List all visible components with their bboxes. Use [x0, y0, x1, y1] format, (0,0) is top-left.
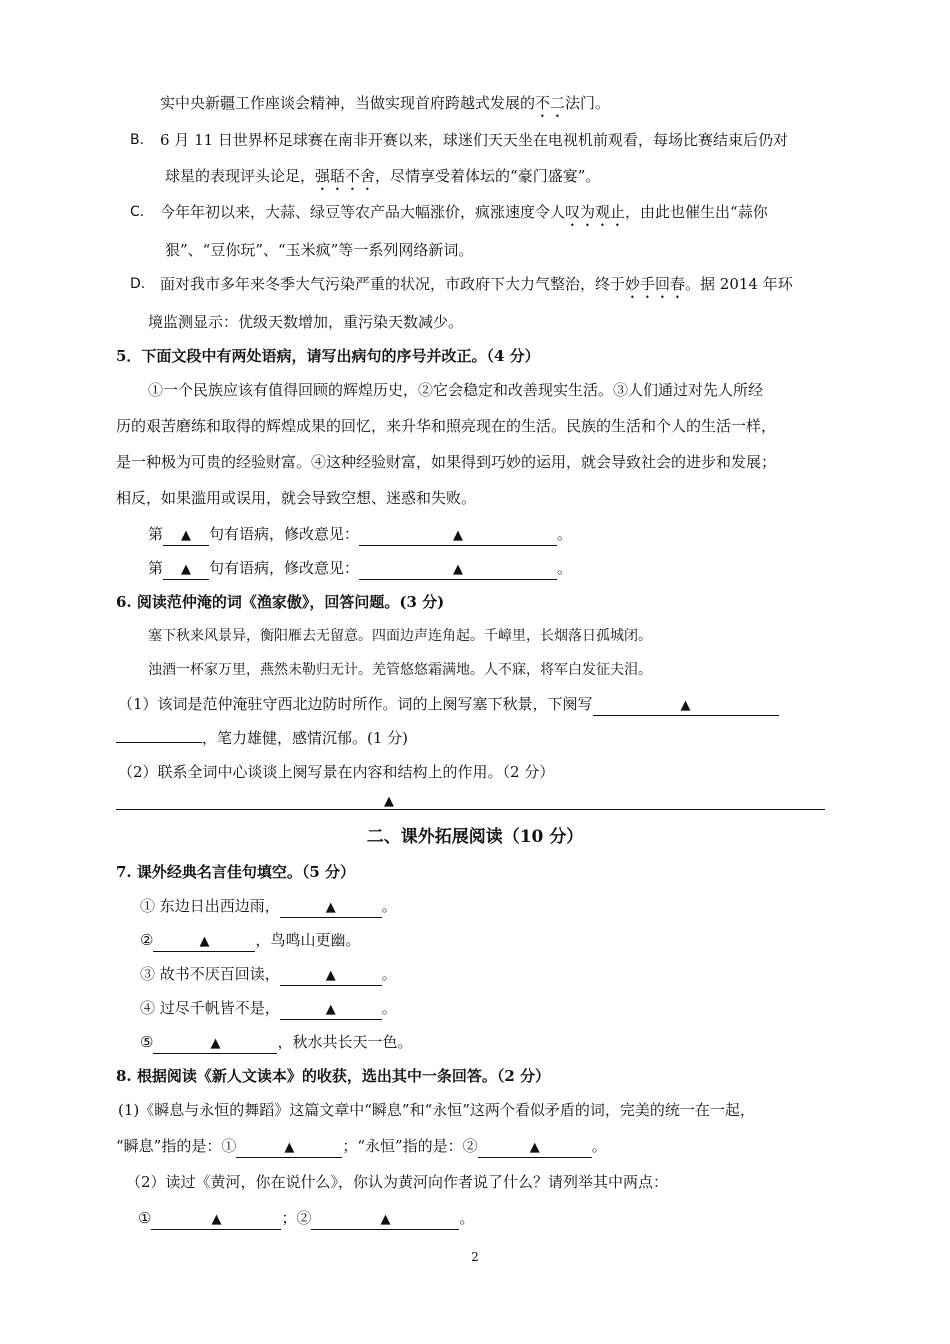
q7-item-5	[140, 1032, 412, 1054]
q6-title: 6. 阅读范仲淹的词《渔家傲》，回答问题。(3 分)	[116, 593, 445, 611]
q4-b-dotted: 强聒不舍	[315, 167, 376, 185]
triangle-marker: ▲	[680, 698, 691, 713]
q5-para-line4: 相反，如果滥用或误用，就会导致空想、迷惑和失败。	[116, 489, 477, 507]
q5-answer-1-revision-blank[interactable]	[359, 525, 557, 546]
q4-a-text-end: 法门。	[565, 94, 611, 112]
q6-answer-line[interactable]	[116, 809, 825, 810]
q7-i4-pre: ④ 过尽千帆皆不是，	[140, 999, 280, 1017]
q7-i1-post: 。	[381, 897, 397, 915]
q8-sub2-blank-2[interactable]	[311, 1209, 459, 1230]
q5-answer-2	[148, 558, 572, 580]
triangle-marker: ▲	[529, 1140, 540, 1155]
q4-c-dotted: 叹为观止	[565, 203, 626, 221]
q5-ans1-mid: 句有语病，修改意见：	[209, 525, 360, 543]
q4-c-label: C.	[130, 204, 145, 220]
q4-c-line1	[160, 202, 768, 230]
q7-i5-pre: ⑤	[140, 1033, 154, 1051]
page-number: 2	[471, 1250, 479, 1264]
q5-answer-2-sentence-blank[interactable]	[163, 559, 209, 580]
q8-s1-a: “瞬息”指的是：①	[116, 1137, 237, 1155]
q4-d-line2: 境监测显示：优级天数增加，重污染天数减少。	[148, 313, 464, 331]
q5-ans2-mid: 句有语病，修改意见：	[209, 559, 360, 577]
q8-sub1-line2	[116, 1136, 607, 1158]
q5-title: 5．下面文段中有两处语病，请写出病句的序号并改正。（4 分）	[116, 347, 540, 365]
triangle-marker: ▲	[211, 1212, 222, 1227]
q4-c-text: 今年年初以来，大蒜、绿豆等农产品大幅涨价，疯涨速度令人	[160, 203, 566, 221]
q7-item-1-blank[interactable]	[280, 897, 382, 918]
triangle-marker: ▲	[210, 1036, 221, 1051]
triangle-marker: ▲	[380, 1212, 391, 1227]
triangle-marker: ▲	[181, 562, 192, 577]
triangle-marker: ▲	[325, 900, 336, 915]
q7-item-5-blank[interactable]	[153, 1033, 277, 1054]
q7-i4-post: 。	[381, 999, 397, 1017]
q6-poem-line2: 浊酒一杯家万里，燕然未勒归无计。羌管悠悠霜满地。人不寐，将军白发征夫泪。	[148, 662, 652, 678]
triangle-marker: ▲	[199, 934, 210, 949]
q7-item-2	[140, 930, 360, 952]
q4-b-text-end: ，尽情享受着体坛的“豪门盛宴”。	[375, 167, 601, 185]
q6-answer-marker: ▲	[384, 794, 394, 809]
q7-i2-pre: ②	[140, 931, 154, 949]
q8-s2-b: ；②	[281, 1209, 312, 1227]
q7-item-4	[140, 998, 397, 1020]
q8-s1-c: 。	[591, 1137, 607, 1155]
q6-sub1-line2	[116, 728, 408, 748]
q5-answer-1	[148, 524, 572, 546]
q4-c-line2: 狠”、“豆你玩”、“玉米疯”等一系列网络新词。	[165, 241, 474, 259]
q4-a-text: 实中央新疆工作座谈会精神，当做实现首府跨越式发展的	[160, 94, 536, 112]
q7-item-2-blank[interactable]	[153, 931, 255, 952]
q8-sub1-line1: (1)《瞬息与永恒的舞蹈》这篇文章中“瞬息”和“永恒”这两个看似矛盾的词，完美的统一在一起，	[118, 1101, 755, 1119]
triangle-marker: ▲	[325, 968, 336, 983]
q4-a-tail	[160, 93, 610, 121]
q4-b-line1: 6 月 11 日世界杯足球赛在南非开赛以来，球迷们天天坐在电视机前观看，每场比赛结束后仍对	[160, 131, 788, 149]
q6-sub1-blank-a[interactable]	[593, 695, 779, 716]
q5-ans1-end: 。	[557, 525, 573, 543]
triangle-marker: ▲	[325, 1002, 336, 1017]
q4-d-label: D.	[130, 276, 146, 292]
q7-title: 7. 课外经典名言佳句填空。（5 分）	[116, 863, 356, 881]
q5-ans2-end: 。	[557, 559, 573, 577]
triangle-marker: ▲	[181, 528, 192, 543]
q6-sub2: （2）联系全词中心谈谈上阕写景在内容和结构上的作用。（2 分）	[118, 763, 555, 781]
q8-s2-a: ①	[138, 1209, 152, 1227]
triangle-marker: ▲	[284, 1140, 295, 1155]
q7-item-3-blank[interactable]	[280, 965, 382, 986]
q6-s1-text: （1）该词是范仲淹驻守西北边防时所作。词的上阕写塞下秋景，下阕写	[118, 695, 593, 713]
q8-s1-b: ；“永恒”指的是：②	[342, 1137, 478, 1155]
q4-b-label: B.	[130, 132, 145, 148]
q7-i1-pre: ① 东边日出西边雨，	[140, 897, 280, 915]
q7-i2-post: ，鸟鸣山更幽。	[255, 931, 361, 949]
q8-sub1-blank-1[interactable]	[236, 1137, 342, 1158]
q7-i3-pre: ③ 故书不厌百回读，	[140, 965, 280, 983]
q7-item-1	[140, 896, 397, 918]
q5-para-line3: 是一种极为可贵的经验财富。④这种经验财富，如果得到巧妙的运用，就会导致社会的进步和发展；	[116, 453, 777, 471]
q4-d-dotted: 妙手回春	[625, 275, 686, 293]
q4-a-dotted: 不二	[535, 94, 566, 112]
q4-d-text-end: 。据 2014 年环	[685, 275, 793, 293]
q6-sub1-blank-b[interactable]	[116, 742, 202, 743]
triangle-marker: ▲	[453, 528, 464, 543]
q4-d-text: 面对我市多年来冬季大气污染严重的状况，市政府下大力气整治，终于	[160, 275, 626, 293]
q6-sub1-line1	[118, 694, 779, 716]
q8-sub2-line2	[138, 1208, 474, 1230]
q7-i5-post: ，秋水共长天一色。	[277, 1033, 413, 1051]
section-2-title: 二、课外拓展阅读（10 分）	[366, 827, 584, 847]
q8-sub2-blank-1[interactable]	[151, 1209, 281, 1230]
q8-title: 8. 根据阅读《新人文读本》的收获，选出其中一条回答。（2 分）	[116, 1067, 551, 1085]
q8-sub2-line1: （2）读过《黄河，你在说什么》，你认为黄河向作者说了什么？请列举其中两点：	[126, 1173, 669, 1191]
triangle-marker: ▲	[453, 562, 464, 577]
q7-i3-post: 。	[381, 965, 397, 983]
q4-d-line1	[160, 274, 793, 302]
q7-item-4-blank[interactable]	[280, 999, 382, 1020]
q5-ans1-pre: 第	[148, 525, 164, 543]
q4-c-text-end: ，由此也催生出“蒜你	[625, 203, 768, 221]
q4-b-line2	[165, 166, 600, 194]
q5-answer-2-revision-blank[interactable]	[359, 559, 557, 580]
q5-ans2-pre: 第	[148, 559, 164, 577]
q5-para-line2: 历的艰苦磨练和取得的辉煌成果的回忆，来升华和照亮现在的生活。民族的生活和个人的生活一样，	[116, 417, 777, 435]
q4-b-text: 球星的表现评头论足，	[165, 167, 316, 185]
q5-answer-1-sentence-blank[interactable]	[163, 525, 209, 546]
q6-s1-post: ，笔力雄健，感情沉郁。(1 分)	[202, 729, 409, 747]
q5-para-line1: ①一个民族应该有值得回顾的辉煌历史，②它会稳定和改善现实生活。③人们通过对先人所经	[148, 381, 764, 399]
q8-sub1-blank-2[interactable]	[478, 1137, 592, 1158]
q8-s2-c: 。	[459, 1209, 475, 1227]
q7-item-3	[140, 964, 397, 986]
q6-poem-line1: 塞下秋来风景异，衡阳雁去无留意。四面边声连角起。千嶂里，长烟落日孤城闭。	[148, 628, 652, 644]
